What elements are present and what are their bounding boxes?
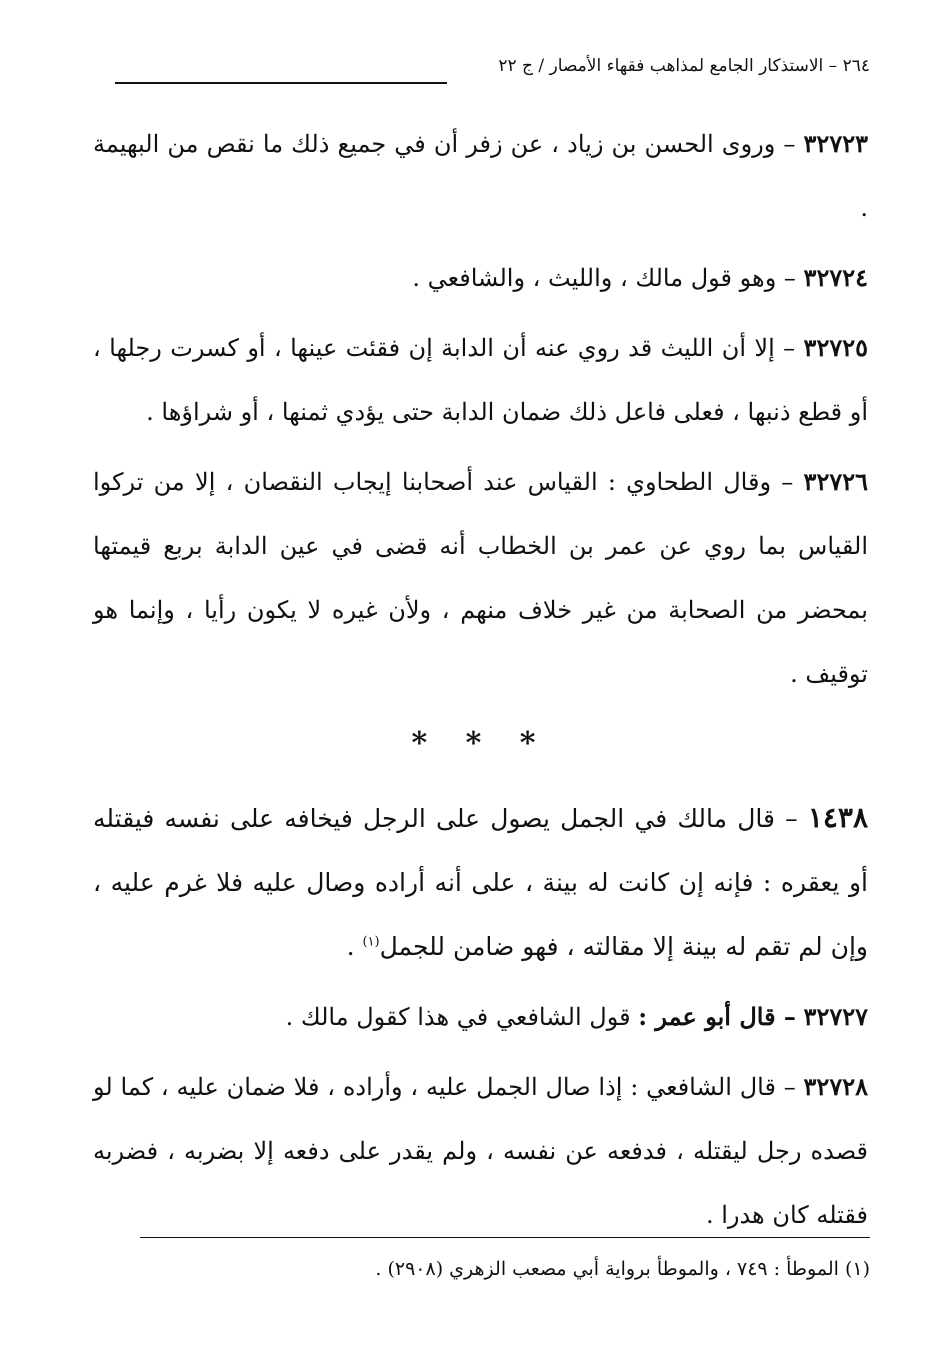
paragraph-32723 xyxy=(93,112,868,240)
paragraph-32725 xyxy=(93,316,868,444)
paragraph-text: – وهو قول مالك ، والليث ، والشافعي . xyxy=(412,264,796,292)
paragraph-32728 xyxy=(93,1055,868,1247)
section-separator: * * * xyxy=(411,726,550,761)
paragraph-32727 xyxy=(93,985,868,1049)
paragraph-text: قول الشافعي في هذا كقول مالك . xyxy=(285,1003,631,1031)
header-rule xyxy=(115,82,447,84)
paragraph-number: ٣٢٧٢٥ xyxy=(803,333,868,362)
paragraph-number: ٣٢٧٢٤ xyxy=(803,263,868,292)
paragraph-lead: – قال أبو عمر : xyxy=(638,1002,796,1031)
paragraph-text: – وقال الطحاوي : القياس عند أصحابنا إيجاب النقصان ، إلا من تركوا القياس بما روي عن عمر بن الخطاب أنه قضى في عين الدابة بربع قيمتها بمحضر من الصحابة من غير خلاف منهم ، ولأن غيره لا يكون رأيا ، وإنما هو توقيف . xyxy=(93,468,868,688)
paragraph-number: ٣٢٧٢٧ xyxy=(803,1002,868,1031)
paragraph-32724 xyxy=(93,246,868,310)
paragraph-number: ٣٢٧٢٦ xyxy=(803,467,868,496)
chapter-1438 xyxy=(93,786,868,979)
paragraph-number: ٣٢٧٢٨ xyxy=(803,1072,868,1101)
footnote-rule xyxy=(140,1237,870,1238)
main-text xyxy=(93,112,868,1253)
chapter-text: – قال مالك في الجمل يصول على الرجل فيخافه على نفسه فيقتله أو يعقره : فإنه إن كانت له بينة ، على أنه أراده وصال عليه فلا غرم عليه ، وإن لم تقم له بينة إلا مقالته ، فهو ضامن للجمل xyxy=(93,804,868,961)
footnote-reference[interactable]: (١) xyxy=(362,934,380,950)
chapter-text-end: . xyxy=(346,932,363,961)
paragraph-text: – وروى الحسن بن زياد ، عن زفر أن في جميع ذلك ما نقص من البهيمة . xyxy=(93,130,868,222)
chapter-number: ١٤٣٨ xyxy=(807,801,868,834)
footnote: (١) الموطأ : ٧٤٩ ، والموطأ برواية أبي مصعب الزهري (٢٩٠٨) . xyxy=(375,1258,870,1280)
paragraph-text: – قال الشافعي : إذا صال الجمل عليه ، وأراده ، فلا ضمان عليه ، كما لو قصده رجل ليقتله ، فدفعه عن نفسه ، ولم يقدر على دفعه إلا بضربه ، فضربه فقتله كان هدرا . xyxy=(93,1073,868,1229)
paragraph-32726 xyxy=(93,450,868,706)
running-header: ٢٦٤ – الاستذكار الجامع لمذاهب فقهاء الأمصار / ج ٢٢ xyxy=(498,56,870,76)
paragraph-number: ٣٢٧٢٣ xyxy=(803,129,868,158)
paragraph-text: – إلا أن الليث قد روي عنه أن الدابة إن فقئت عينها ، أو كسرت رجلها ، أو قطع ذنبها ، فعلى فاعل ذلك ضمان الدابة حتى يؤدي ثمنها ، أو شراؤها . xyxy=(93,334,868,426)
